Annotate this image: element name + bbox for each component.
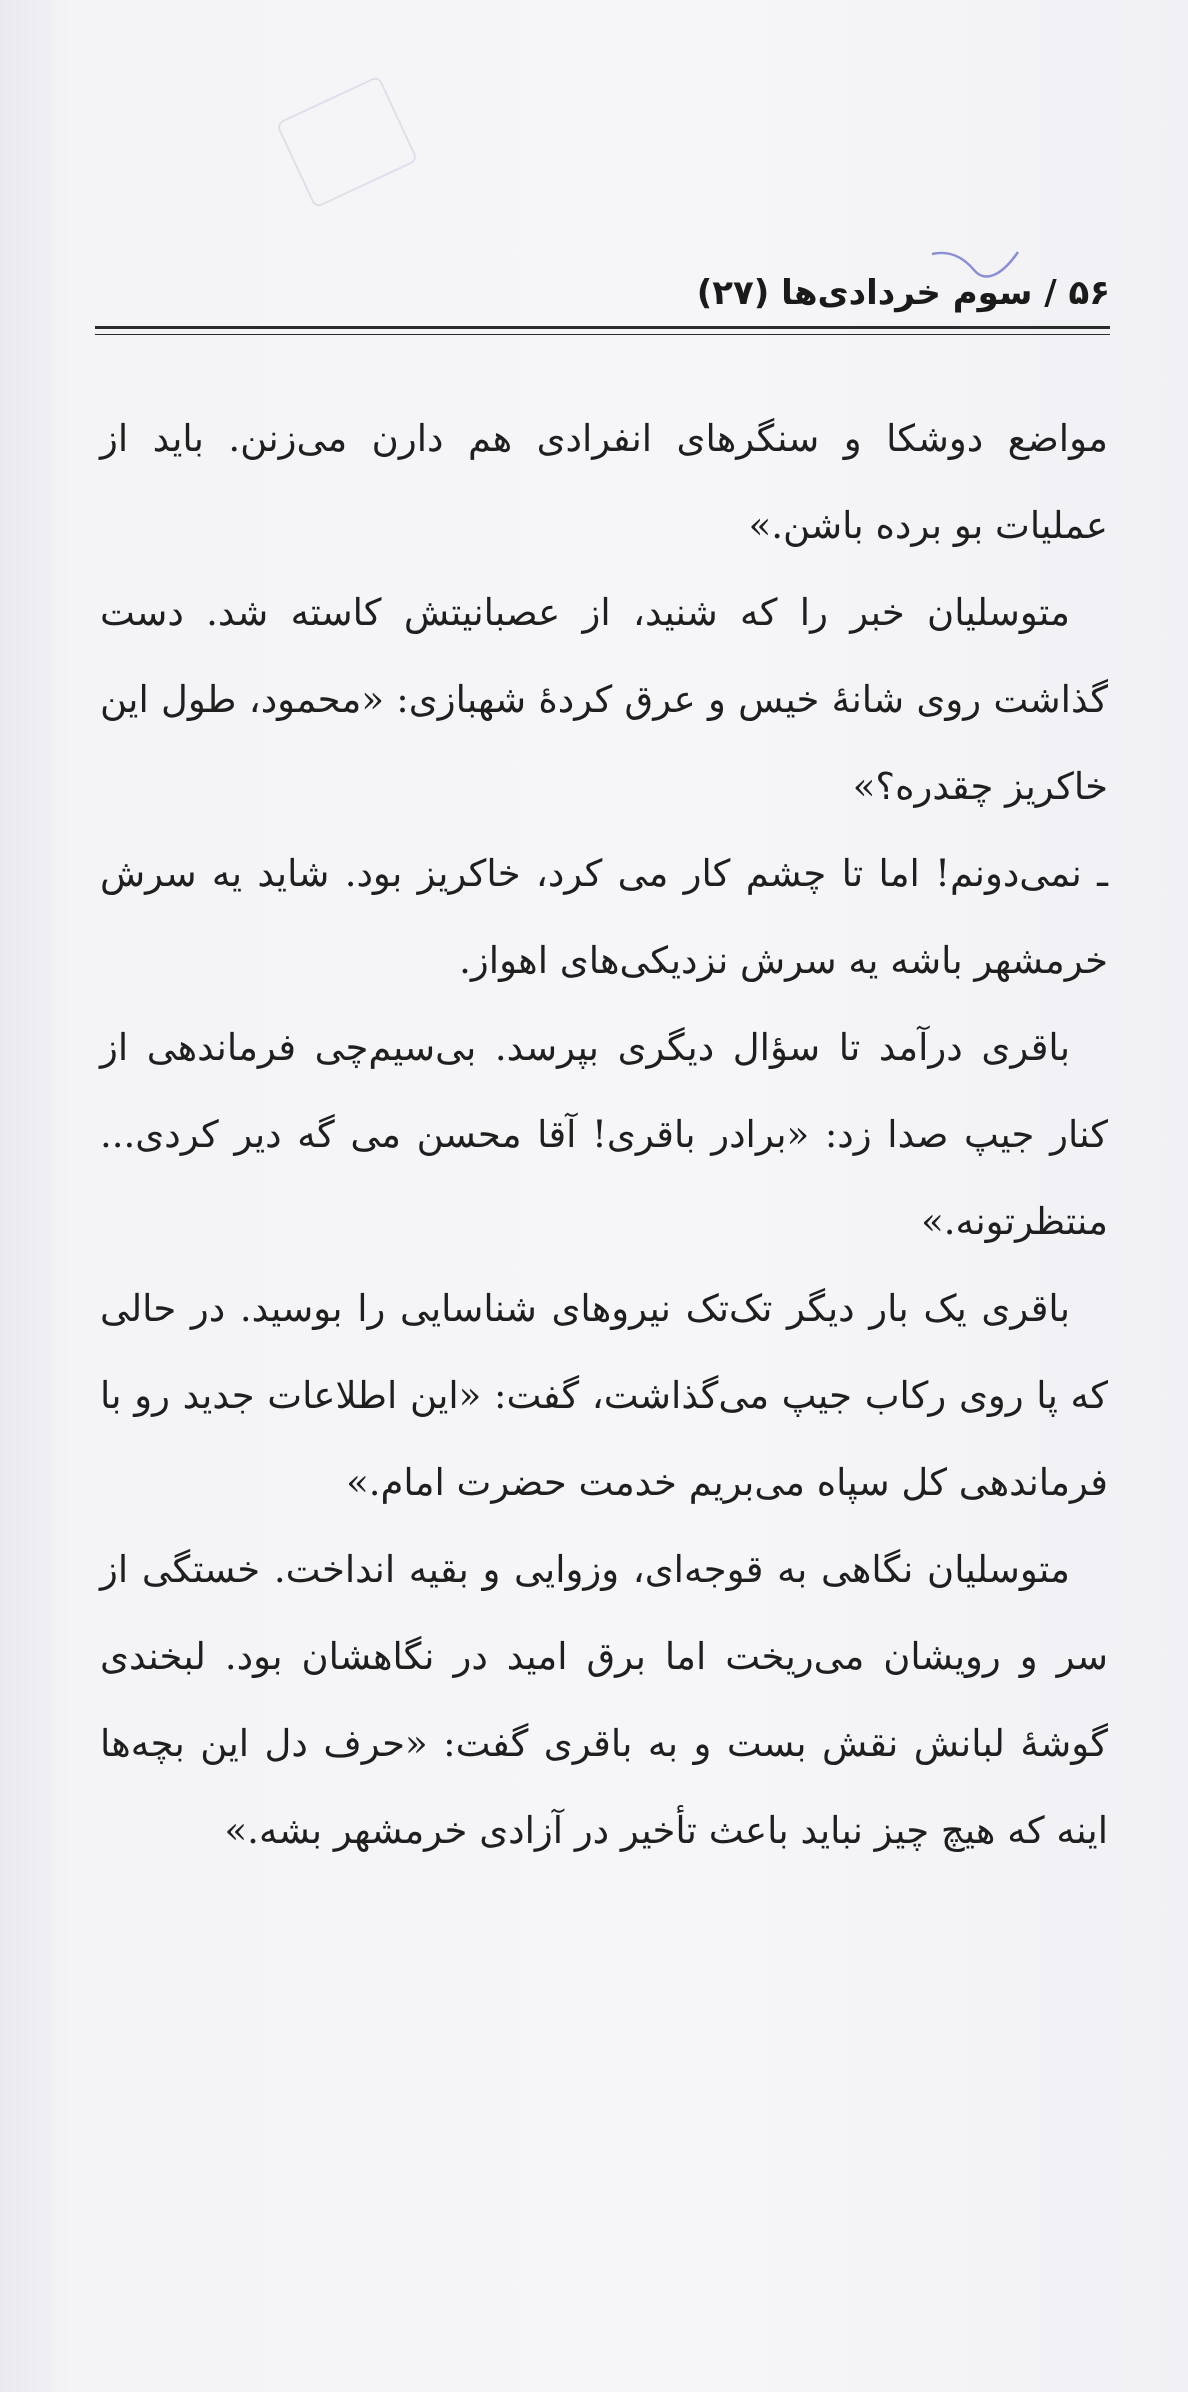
paragraph: ـ نمی‌دونم! اما تا چشم کار می کرد، خاکریز بود. شاید یه سرش خرمشهر باشه یه سرش نزدیکی‌های اهواز. xyxy=(100,852,1108,982)
header-rule-thin xyxy=(95,334,1110,335)
paragraph: متوسلیان خبر را که شنید، از عصبانیتش کاسته شد. دست گذاشت روی شانهٔ خیس و عرق کردهٔ شهبازی: «محمود، طول این خاکریز چقدره؟» xyxy=(100,591,1108,808)
paragraph: باقری یک بار دیگر تک‌تک نیروهای شناسایی را بوسید. در حالی که پا روی رکاب جیپ می‌گذاشت، گفت: «این اطلاعات جدید رو با فرماندهی کل سپاه می‌بریم خدمت حضرت امام.» xyxy=(100,1287,1108,1504)
paragraph: مواضع دوشکا و سنگرهای انفرادی هم دارن می‌زنن. باید از عملیات بو برده باشن.» xyxy=(100,417,1108,547)
running-header: ۵۶ / سوم خردادی‌ها (۲۷) xyxy=(696,273,1110,313)
body-text xyxy=(100,395,1108,1874)
header-rule-thick xyxy=(95,326,1110,329)
faint-stamp-mark xyxy=(275,75,418,208)
paragraph: متوسلیان نگاهی به قوجه‌ای، وزوایی و بقیه انداخت. خستگی از سر و رویشان می‌ریخت اما برق امید در نگاهشان بود. لبخندی گوشهٔ لبانش نقش بست و به باقری گفت: «حرف دل این بچه‌ها اینه که هیچ چیز نباید باعث تأخیر در آزادی خرمشهر بشه.» xyxy=(100,1548,1108,1852)
paragraph: باقری درآمد تا سؤال دیگری بپرسد. بی‌سیم‌چی فرماندهی از کنار جیپ صدا زد: «برادر باقری! آقا محسن می گه دیر کردی... منتظرتونه.» xyxy=(100,1026,1108,1243)
